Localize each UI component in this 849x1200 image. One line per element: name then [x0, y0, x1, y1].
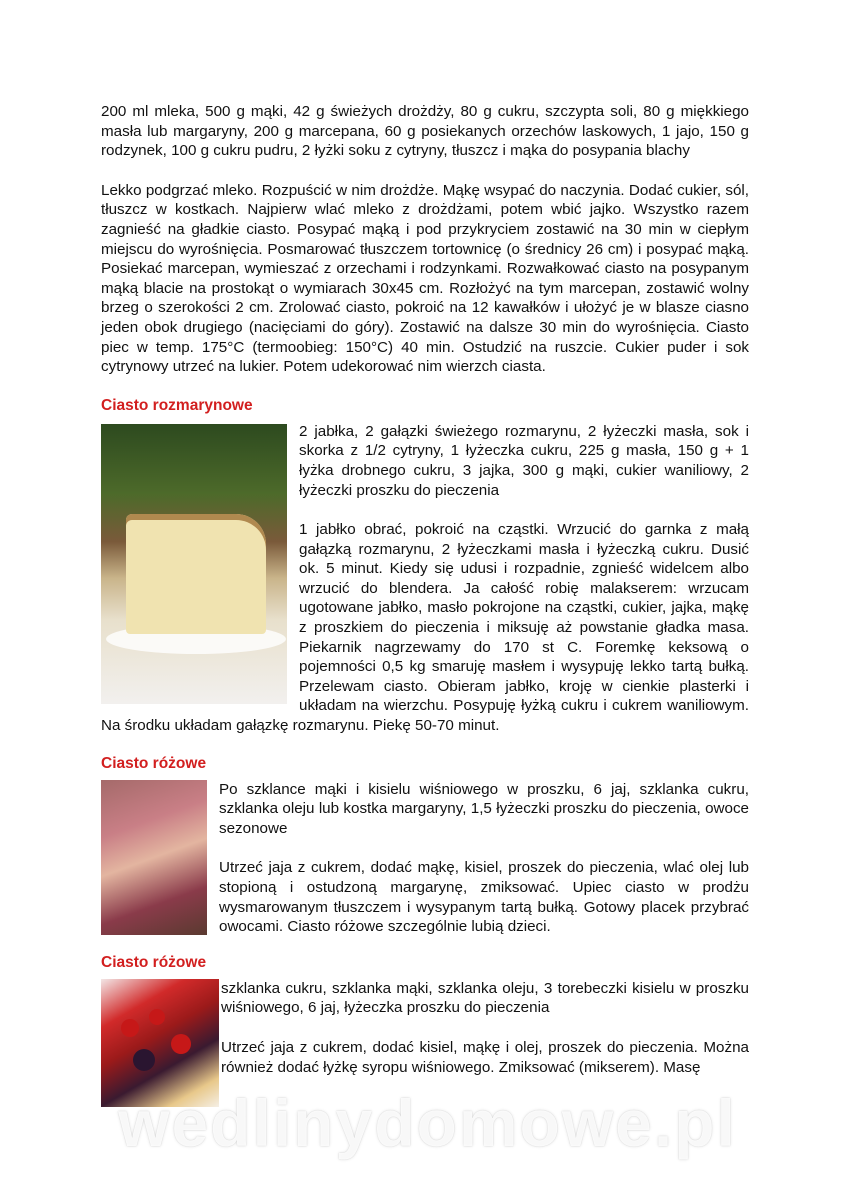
- recipe-title-rosemary: Ciasto rozmarynowe: [101, 396, 253, 414]
- berry-shape: [149, 1009, 165, 1025]
- recipe-method-pink-2: Utrzeć jaja z cukrem, dodać kisiel, mąkę i olej, proszek do pieczenia. Można również dodać łyżkę syropu wiśniowego. Zmiksować (mikserem). Masę: [221, 1038, 749, 1076]
- cake-slice-shape: [126, 514, 266, 634]
- recipe-method-pink-1: Utrzeć jaja z cukrem, dodać mąkę, kisiel, proszek do pieczenia, wlać olej lub stopioną i ostudzoną margarynę, zmiksować. Upiec ciasto w prodżu wysmarowanym tłuszczem i wysypanym tartą bułką. Gotowy placek przybrać owocami. Ciasto różowe szczególnie lubią dzieci.: [219, 859, 749, 936]
- rosemary-cake-photo: [101, 424, 287, 704]
- berry-shape: [121, 1019, 139, 1037]
- intro-ingredients: 200 ml mleka, 500 g mąki, 42 g świeżych drożdży, 80 g cukru, szczypta soli, 80 g miękkiego masła lub margaryny, 200 g marcepana, 60 g posiekanych orzechów laskowych, 1 jajo, 150 g rodzynek, 100 g cukru pudru, 2 łyżki soku z cytryny, tłuszcz i mąka do posypania blachy: [101, 103, 749, 160]
- berry-shape: [171, 1034, 191, 1054]
- blackberry-shape: [133, 1049, 155, 1071]
- recipe-ingredients-pink-2: szklanka cukru, szklanka mąki, szklanka oleju, 3 torebeczki kisielu w proszku wiśniowego, 6 jaj, łyżeczka proszku do pieczenia: [221, 979, 749, 1017]
- recipe-ingredients-rosemary: 2 jabłka, 2 gałązki świeżego rozmarynu, 2 łyżeczki masła, sok i skorka z 1/2 cytryny, 1 łyżeczka cukru, 225 g masła, 150 g + 1 łyżka drobnego cukru, 3 jajka, 300 g mąki, cukier waniliowy, 2 łyżeczki proszku do pieczenia: [299, 422, 749, 499]
- intro-method: Lekko podgrzać mleko. Rozpuścić w nim drożdże. Mąkę wsypać do naczynia. Dodać cukier, sól, tłuszcz w kostkach. Najpierw wlać mleko z drożdżami, potem wbić jajko. Wszystko razem zagnieść na gładkie ciasto. Posypać mąką i pod przykryciem zostawić na 30 min w ciepłym miejscu do wyrośnięcia. Posmarować tłuszczem tortownicę (o średnicy 26 cm) i posypać mąką. Posiekać marcepan, wymieszać z orzechami i rodzynkami. Rozwałkować ciasto na posypanym mąką blacie na prostokąt o wymiarach 30x45 cm. Rozłożyć na tym marcepan, zostawić wolny brzeg o szerokości 2 cm. Zrolować ciasto, pokroić na 12 kawałków i ułożyć je w blasze ciasno jeden obok drugiego (nacięciami do góry). Zostawić na dalsze 30 min do wyrośnięcia. Ciasto piec w temp. 175°C (termoobieg: 150°C) 40 min. Ostudzić na ruszcie. Cukier puder i sok cytrynowy utrzeć na lukier. Potem udekorować nim wierzch ciasta.: [101, 181, 749, 376]
- site-watermark: wedlinydomowe.pl: [118, 1086, 737, 1160]
- recipe-method-rosemary: 1 jabłko obrać, pokroić na cząstki. Wrzucić do garnka z małą gałązką rozmarynu, 2 łyżeczkami masła i łyżeczką cukru. Dusić ok. 5 minut. Kiedy się udusi i rozpadnie, zgnieść widelcem albo wrzucić do blendera. Ja całość robię malakserem: wrzucam ugotowane jabłko, masło pokrojone na cząstki, cukier, jajka, mąkę z proszkiem do pieczenia i miksuję aż powstanie gładka masa. Piekarnik nagrzewamy do 170 st C. Foremkę keksową o pojemności 0,5 kg smaruję masłem i wysypuję lekko tartą bułką. Przelewam ciasto. Obieram jabłko, kroję w cienkie plasterki i układam na wierzchu. Posypuję łyżką cukru i cukrem waniliowym. Na środku układam gałązkę rozmarynu. Piekę 50-70 minut.: [101, 521, 749, 735]
- recipe-title-pink-2: Ciasto różowe: [101, 953, 207, 971]
- pink-cake-photo: [101, 780, 207, 935]
- recipe-title-pink-1: Ciasto różowe: [101, 754, 207, 772]
- document-page: [101, 102, 749, 1109]
- recipe-ingredients-pink-1: Po szklance mąki i kisielu wiśniowego w proszku, 6 jaj, szklanka cukru, szklanka oleju lub kostka margaryny, 1,5 łyżeczki proszku do pieczenia, owoce sezonowe: [219, 780, 749, 837]
